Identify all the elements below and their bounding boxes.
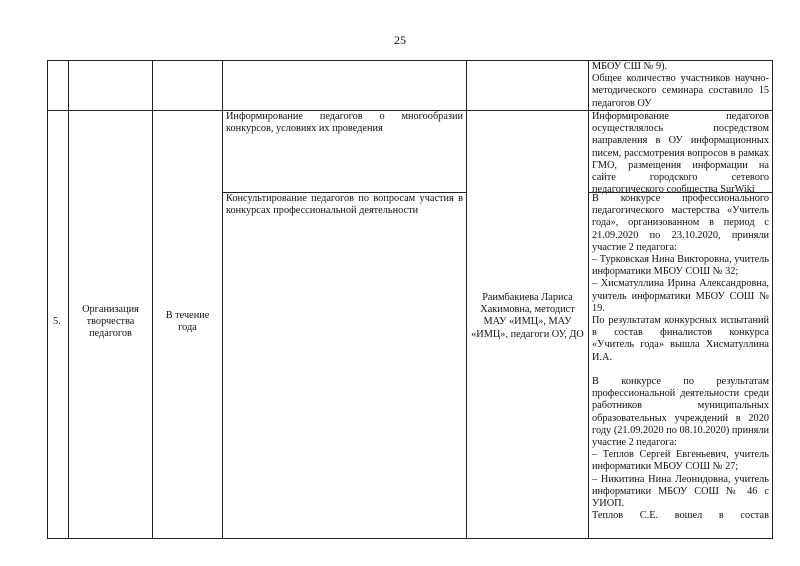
prev-row-result <box>589 61 772 110</box>
activity-cell <box>223 193 466 217</box>
result-text: В конкурсе профессионального педагогического мастерства «Учитель года», организованном в период с 21.09.2020 по 23.10.2020, приняли участие 2 педагога: <box>592 193 769 253</box>
direction-cell: Организация творчества педагогов <box>82 304 139 340</box>
result-text: Информирование педагогов осуществлялось посредством направления в ОУ информационных писем, рассмотрения вопросов в рамках ГМО, размещения информации на сайте городского сетевого педагогического сообщества SurWiki <box>592 111 769 196</box>
result-text: Общее количество участников научно-методического семинара составило 15 педагогов ОУ <box>592 73 769 109</box>
result-text: По результатам конкурсных испытаний в состав финалистов конкурса «Учитель года» вышла Хисматуллина И.А. <box>592 315 769 363</box>
result-text: – Хисматуллина Ирина Александровна, учитель информатики МБОУ СОШ № 19. <box>592 278 769 314</box>
table-border-bottom <box>47 538 773 539</box>
result-cell <box>589 193 772 522</box>
activity-text: Консультирование педагогов по вопросам участия в конкурсах профессиональной деятельности <box>226 193 463 217</box>
blank-line <box>592 364 769 376</box>
activity-text: Информирование педагогов о многообразии конкурсов, условиях их проведения <box>226 111 463 135</box>
result-text: – Никитина Нина Леонидовна, учитель информатики МБОУ СОШ № 46 с УИОП. <box>592 473 769 510</box>
page-number: 25 <box>394 33 406 47</box>
result-text: МБОУ СШ № 9). <box>592 61 668 72</box>
result-text: В конкурсе по результатам профессиональной деятельности среди работников муниципальных образовательных учреждений в 2020 году (21.09.2020 по 08.10.2020) приняли участие 2 педагога: <box>592 376 769 449</box>
activity-cell <box>223 111 466 135</box>
col-line <box>772 60 773 539</box>
col-line <box>68 60 69 539</box>
result-cell <box>589 111 772 196</box>
result-text: – Турковская Нина Викторовна, учитель информатики МБОУ СОШ № 32; <box>592 254 770 278</box>
row-number: 5. <box>53 316 61 327</box>
result-text: Теплов С.Е. вошел в состав <box>592 510 769 522</box>
result-text: – Теплов Сергей Евгеньевич, учитель информатики МБОУ СОШ № 27; <box>592 449 769 473</box>
col-line <box>152 60 153 539</box>
col-line <box>47 60 48 539</box>
term-cell: В течение года <box>165 310 210 334</box>
responsible-cell: Раимбакиева Лариса Хакимовна, методист МАУ «ИМЦ», МАУ «ИМЦ», педагоги ОУ, ДО <box>471 292 584 340</box>
